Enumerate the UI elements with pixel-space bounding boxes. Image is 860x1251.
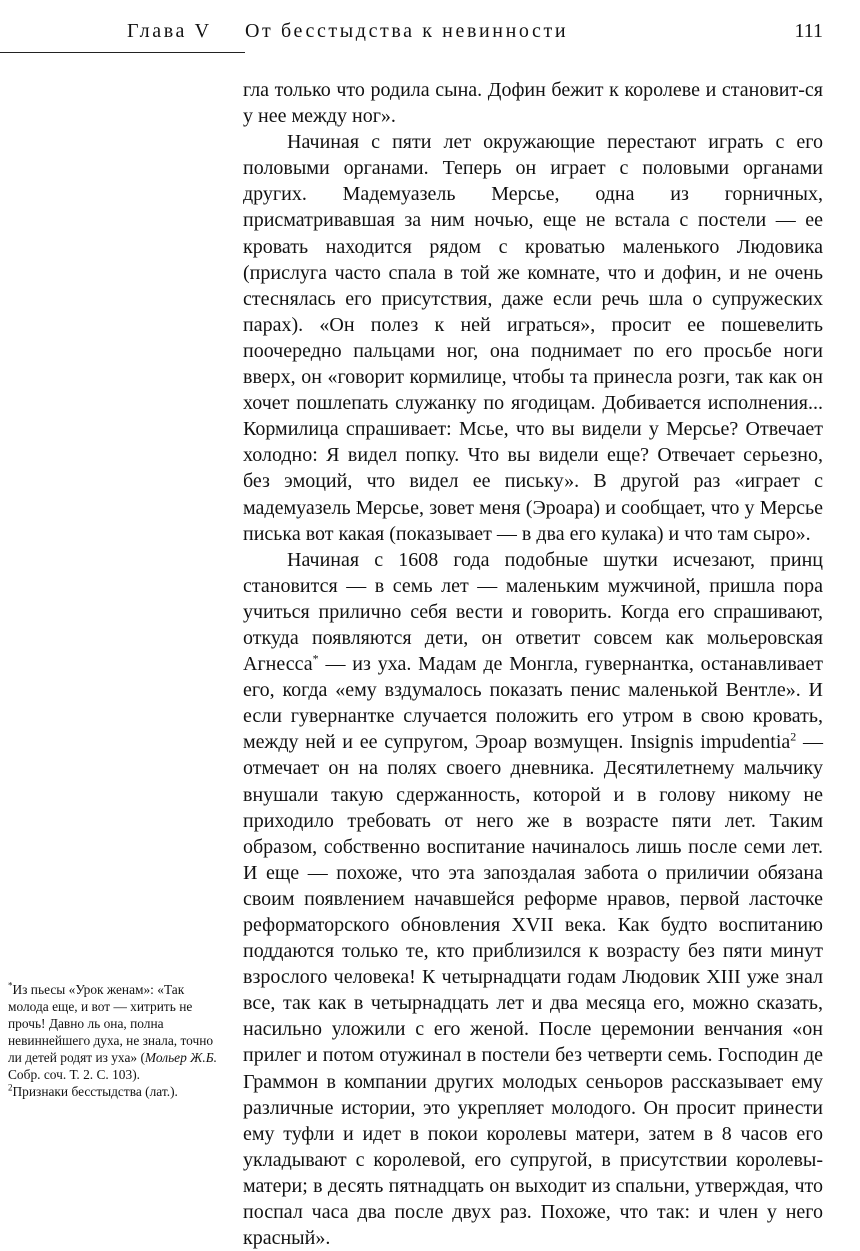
paragraph-1 <box>243 77 823 129</box>
footnotes <box>8 981 220 1100</box>
note-reference: 2 <box>790 729 797 744</box>
chapter-label: Глава V <box>127 20 212 42</box>
note-reference: * <box>312 651 319 666</box>
page-header <box>0 0 860 52</box>
paragraph-3 <box>243 547 823 1251</box>
footnote-mark: * <box>8 980 13 991</box>
text-segment: Начиная с 1608 года подобные шутки исчезают, принц становится — в семь лет — маленьким мужчиной, пришла пора учиться прилично себя вести и говорить. Когда его спрашивают, откуда появляются дети, он ответит совсем как мольеровская Агнесса <box>243 548 823 676</box>
footnote-2 <box>8 1083 220 1100</box>
text-segment: — отмечает он на полях своего дневника. Десятилетнему мальчику внушали такую сдержанность, которой и в голову никому не приходило требовать от него же в возрасте пяти лет. Таким образом, собственно воспитание начиналось лишь после семи лет. И еще — похоже, что эта запоздалая забота о приличии обязана своим появлением начавшейся реформе нравов, первой ласточке реформаторского обновления XVII века. Как будто воспитанию поддаются только те, кто приблизился к возрасту без пяти минут взрослого человека! К четырнадцати годам Людовик XIII уже знал все, так как в четырнадцать лет и два месяца его, можно сказать, насильно уложили с его женой. После церемонии венчания «он прилег и потом отужинал в постели без четверти семь. Господин де Граммон в компании других молодых сеньоров рассказывает ему различные истории, это укрепляет молодого. Он просит принести ему туфли и идет в покои королевы матери, затем в 8 часов его укладывают с королевой, его супругой, в присутствии королевы-матери; в десять пятнадцать он выходит из спальни, утверждая, что поспал часа два после двух раз. Похоже, что так: и член у него красный». <box>243 731 823 1250</box>
footnote-text: Мольер Ж.Б. <box>144 1050 218 1065</box>
main-text <box>243 77 823 1251</box>
running-title: От бесстыдства к невинности <box>245 20 569 42</box>
paragraph-2 <box>243 129 823 547</box>
footnote-1 <box>8 981 220 1083</box>
text-segment: Начиная с пяти лет окружающие перестают играть с его половыми органами. Теперь он играет с половыми органами других. Мадемуазель Мерсье, одна из горничных, присматривавшая за ним ночью, еще не встала с постели — ее кровать находится рядом с кроватью маленького Людовика (прислуга часто спала в той же комнате, что и дофин, и не очень стеснялась его присутствия, даже если речь шла о супружеских парах). «Он полез к ней играться», просит ее пошевелить поочередно пальцами ног, она поднимает по его просьбе ноги вверх, он «говорит кормилице, чтобы та принесла розги, так как он хочет пошлепать служанку по ягодицам. Добивается исполнения... Кормилица спрашивает: Мсье, что вы видели у Мерсье? Отвечает холодно: Я видел попку. Что вы видели еще? Отвечает серьезно, без эмоций, что видел ее письку». В другой раз «играет с мадемуазель Мерсье, зовет меня (Эроара) и сообщает, что у Мерсье писька вот какая (показывает — в два его кулака) и что там сыро». <box>243 131 823 545</box>
text-segment: — из уха. Мадам де Монгла, гувернантка, останавливает его, когда «ему вздумалось показать пенис маленькой Вентле». И если гувернантке случается положить его утром в свою кровать, между ней и ее супругом, Эроар возмущен. Insignis impudentia <box>243 653 823 754</box>
footnote-mark: 2 <box>8 1082 13 1093</box>
text-segment: гла только что родила сына. Дофин бежит к королеве и становит-ся у нее между ног». <box>243 79 823 128</box>
footnote-text: Из пьесы «Урок женам»: «Так молода еще, и вот — хитрить не прочь! Давно ль она, полна невиннейшего духа, не знала, точно ли детей родят из уха» ( <box>8 982 214 1065</box>
page-number: 111 <box>794 20 823 42</box>
footnote-text: Признаки бесстыдства (лат.). <box>12 1084 178 1099</box>
header-rule <box>0 52 245 53</box>
footnote-text: Собр. соч. Т. 2. С. 103). <box>8 1067 140 1082</box>
